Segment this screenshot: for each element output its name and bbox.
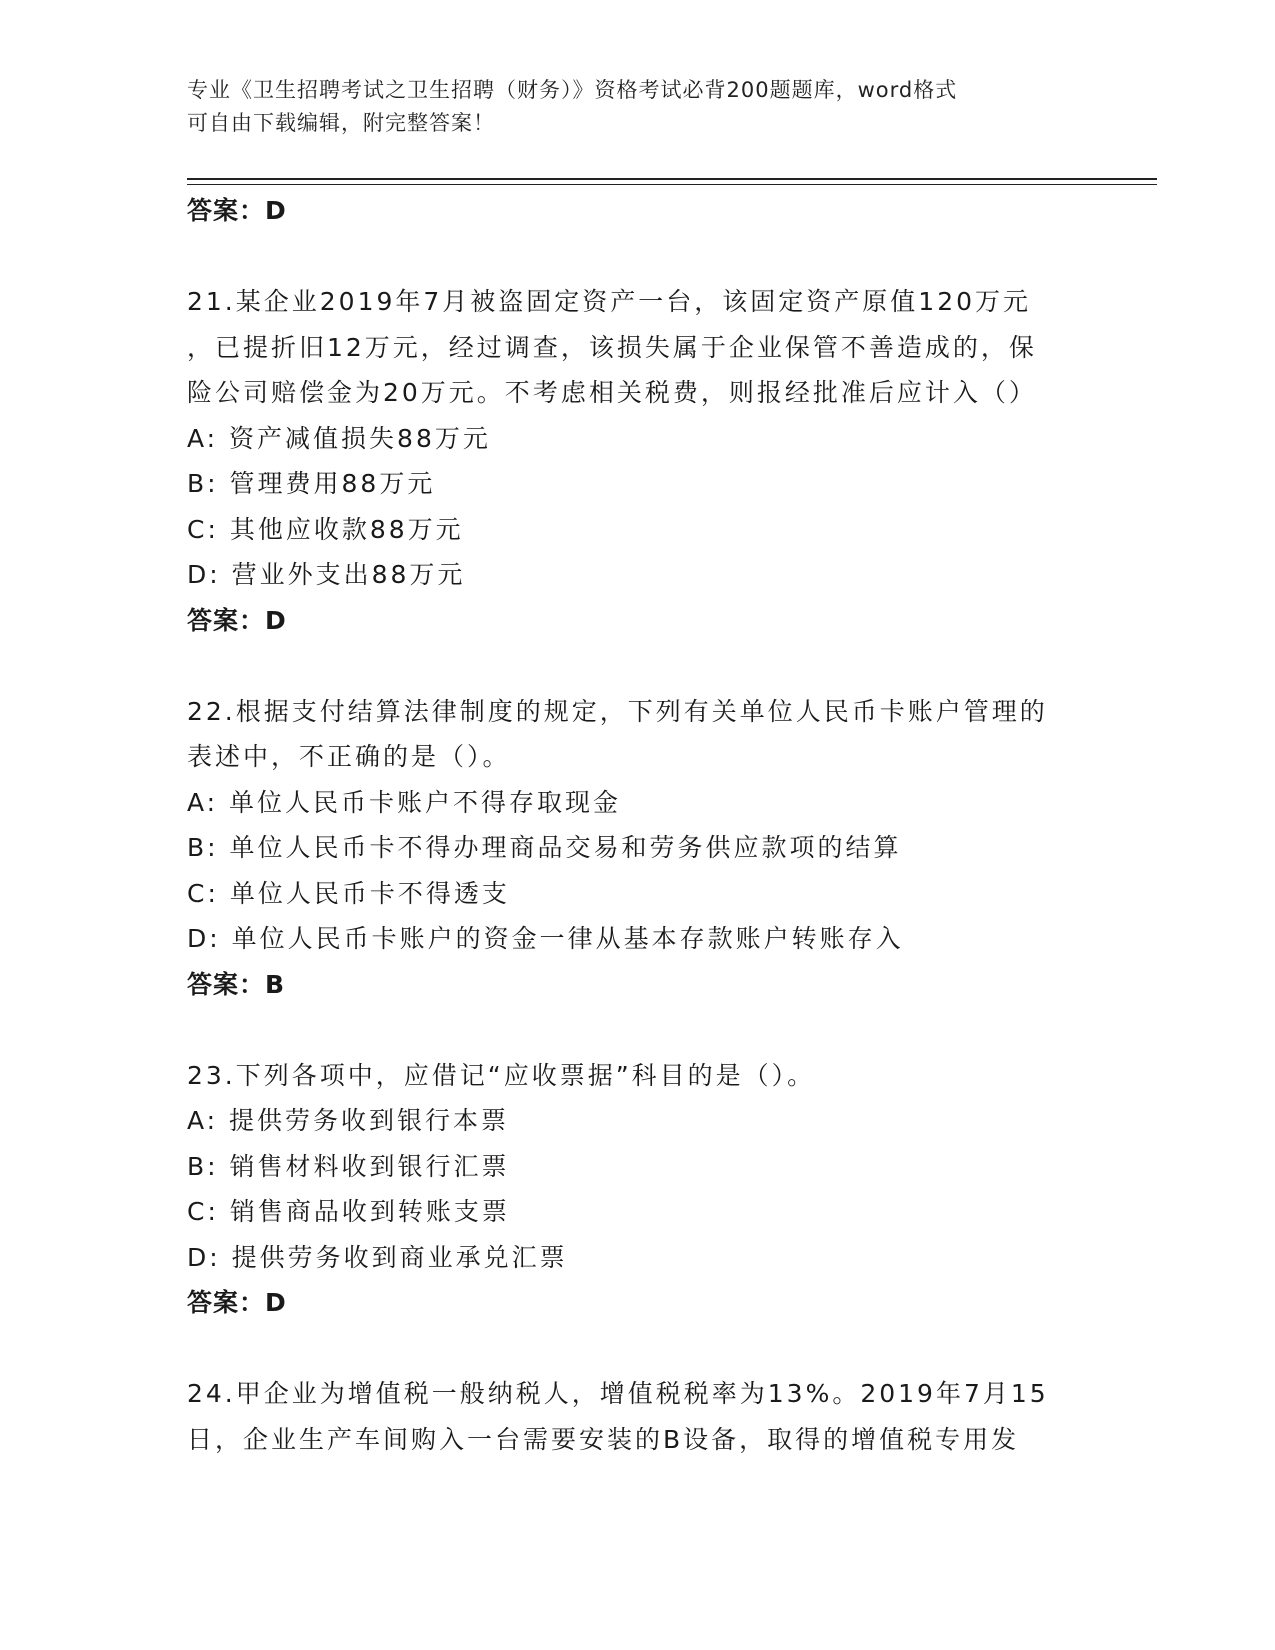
header-line-1: 专业《卫生招聘考试之卫生招聘（财务）》资格考试必背200题题库，word格式 [187,78,958,102]
previous-answer: 答案：D [187,196,287,225]
document-header [187,74,1087,140]
question-stem-line: 日，企业生产车间购入一台需要安装的B设备，取得的增值税专用发 [187,1424,1020,1454]
question-stem-line: 22.根据支付结算法律制度的规定，下列有关单位人民币卡账户管理的 [187,696,1048,726]
option-c: C: 销售商品收到转账支票 [187,1197,510,1226]
question-stem-line: ，已提折旧12万元，经过调查，该损失属于企业保管不善造成的，保 [187,332,1037,362]
question-22 [187,689,1087,1008]
option-b: B: 销售材料收到银行汇票 [187,1151,510,1181]
question-stem-line: 险公司赔偿金为20万元。不考虑相关税费，则报经批准后应计入（） [187,378,1037,407]
header-line-2: 可自由下载编辑，附完整答案！ [187,111,495,135]
option-d: D: 提供劳务收到商业承兑汇票 [187,1242,568,1272]
header-divider-thick [187,178,1157,180]
option-a: A: 提供劳务收到银行本票 [187,1106,510,1135]
option-b: B: 管理费用88万元 [187,469,436,498]
question-23 [187,1053,1087,1326]
option-c: C: 其他应收款88万元 [187,514,464,544]
option-a: A: 单位人民币卡账户不得存取现金 [187,787,622,817]
question-stem-line: 表述中，不正确的是（）。 [187,742,511,771]
answer: 答案：D [187,1288,287,1317]
question-stem-line: 21.某企业2019年7月被盗固定资产一台，该固定资产原值120万元 [187,287,1032,316]
option-a: A: 资产减值损失88万元 [187,423,491,453]
answer: 答案：D [187,605,287,635]
question-stem-line: 24.甲企业为增值税一般纳税人，增值税税率为13%。2019年7月15 [187,1379,1049,1408]
answer: 答案：B [187,969,286,999]
question-list [187,188,1087,1462]
option-d: D: 单位人民币卡账户的资金一律从基本存款账户转账存入 [187,924,904,953]
question-stem-line: 23.下列各项中，应借记“应收票据”科目的是（）。 [187,1060,816,1090]
header-divider-thin [187,184,1157,185]
option-d: D: 营业外支出88万元 [187,560,466,589]
question-24 [187,1371,1087,1462]
question-21 [187,279,1087,643]
option-c: C: 单位人民币卡不得透支 [187,878,510,908]
option-b: B: 单位人民币卡不得办理商品交易和劳务供应款项的结算 [187,833,902,862]
